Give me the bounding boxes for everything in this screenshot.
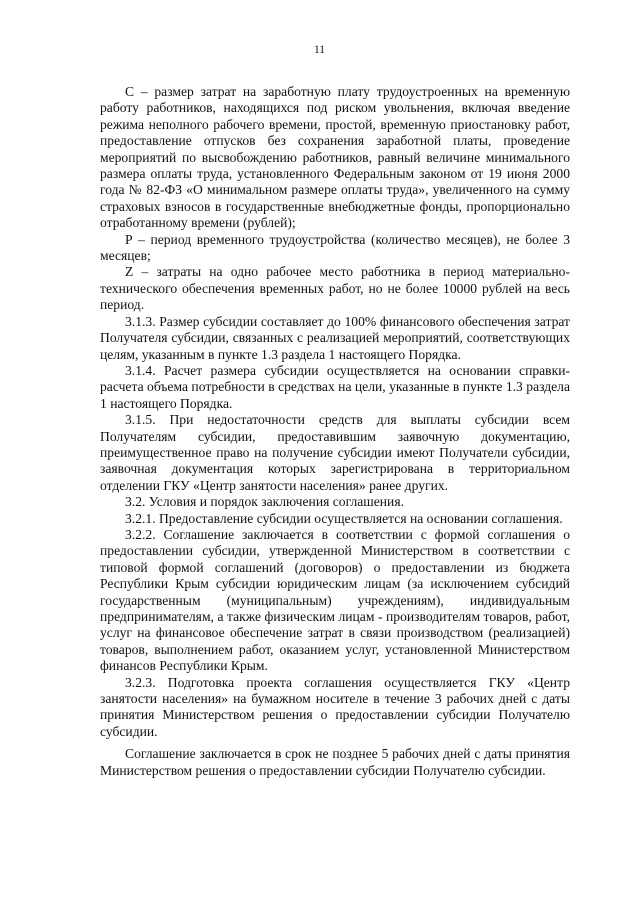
paragraph-p-definition: Р – период временного трудоустройства (количество месяцев), не более 3 месяцев;: [100, 231, 570, 264]
paragraph-3-2-1: 3.2.1. Предоставление субсидии осуществляется на основании соглашения.: [125, 510, 563, 526]
paragraph-3-2-3: 3.2.3. Подготовка проекта соглашения осуществляется ГКУ «Центр занятости населения» на бумажном носителе в течение 3 рабочих дней с даты принятия Министерством решения о предоставлении субсидии Получателю субсидии.: [100, 674, 570, 739]
document-body: [100, 84, 570, 779]
paragraph-3-1-4: 3.1.4. Расчет размера субсидии осуществляется на основании справки-расчета объема потребности в средствах на цели, указанные в пункте 1.3 раздела 1 настоящего Порядка.: [100, 362, 570, 411]
paragraph-agreement-deadline: Соглашение заключается в срок не позднее 5 рабочих дней с даты принятия Министерством решения о предоставлении субсидии Получателю субсидии.: [100, 746, 570, 778]
paragraph-3-1-5: 3.1.5. При недостаточности средств для выплаты субсидии всем Получателям субсидии, предоставившим заявочную документацию, преимущественное право на получение субсидии имеют Получатели субсидии, заявочная документация которых зарегистрирована в территориальном отделении ГКУ «Центр занятости населения» ранее других.: [100, 412, 570, 493]
paragraph-3-1-3: 3.1.3. Размер субсидии составляет до 100% финансового обеспечения затрат Получателя субсидии, связанных с реализацией мероприятий, соответствующих целям, указанным в пункте 1.3 раздела 1 настоящего Порядка.: [100, 313, 570, 362]
paragraph-3-2-2: 3.2.2. Соглашение заключается в соответствии с формой соглашения о предоставлении субсидии, утвержденной Министерством в соответствии с типовой формой соглашений (договоров) о предоставлении из бюджета Республики Крым субсидии юридическим лицам (за исключением субсидий государственным (муниципальным) учреждениям), индивидуальным предпринимателям, а также физическим лицам - производителям товаров, работ, услуг на финансовое обеспечение затрат в связи производством (реализацией) товаров, выполнением работ, оказанием услуг, установленной Министерством финансов Республики Крым.: [100, 526, 570, 674]
page-number: 11: [313, 44, 326, 56]
paragraph-c-definition: С – размер затрат на заработную плату трудоустроенных на временную работу работников, находящихся под риском увольнения, включая введение режима неполного рабочего времени, простой, временную приостановку работ, предоставление отпусков без сохранения заработной платы, проведение мероприятий по высвобождению работников, равный величине минимального размера оплаты труда, установленного Федеральным законом от 19 июня 2000 года № 82-ФЗ «О минимальном размере оплаты труда», увеличенного на сумму страховых взносов в государственные внебюджетные фонды, пропорционально отработанному времени (рублей);: [100, 84, 570, 231]
paragraph-3-2: 3.2. Условия и порядок заключения соглашения.: [125, 494, 404, 510]
paragraph-z-definition: Z – затраты на одно рабочее место работника в период материально-технического обеспечения временных работ, но не более 10000 рублей на весь период.: [100, 264, 570, 313]
